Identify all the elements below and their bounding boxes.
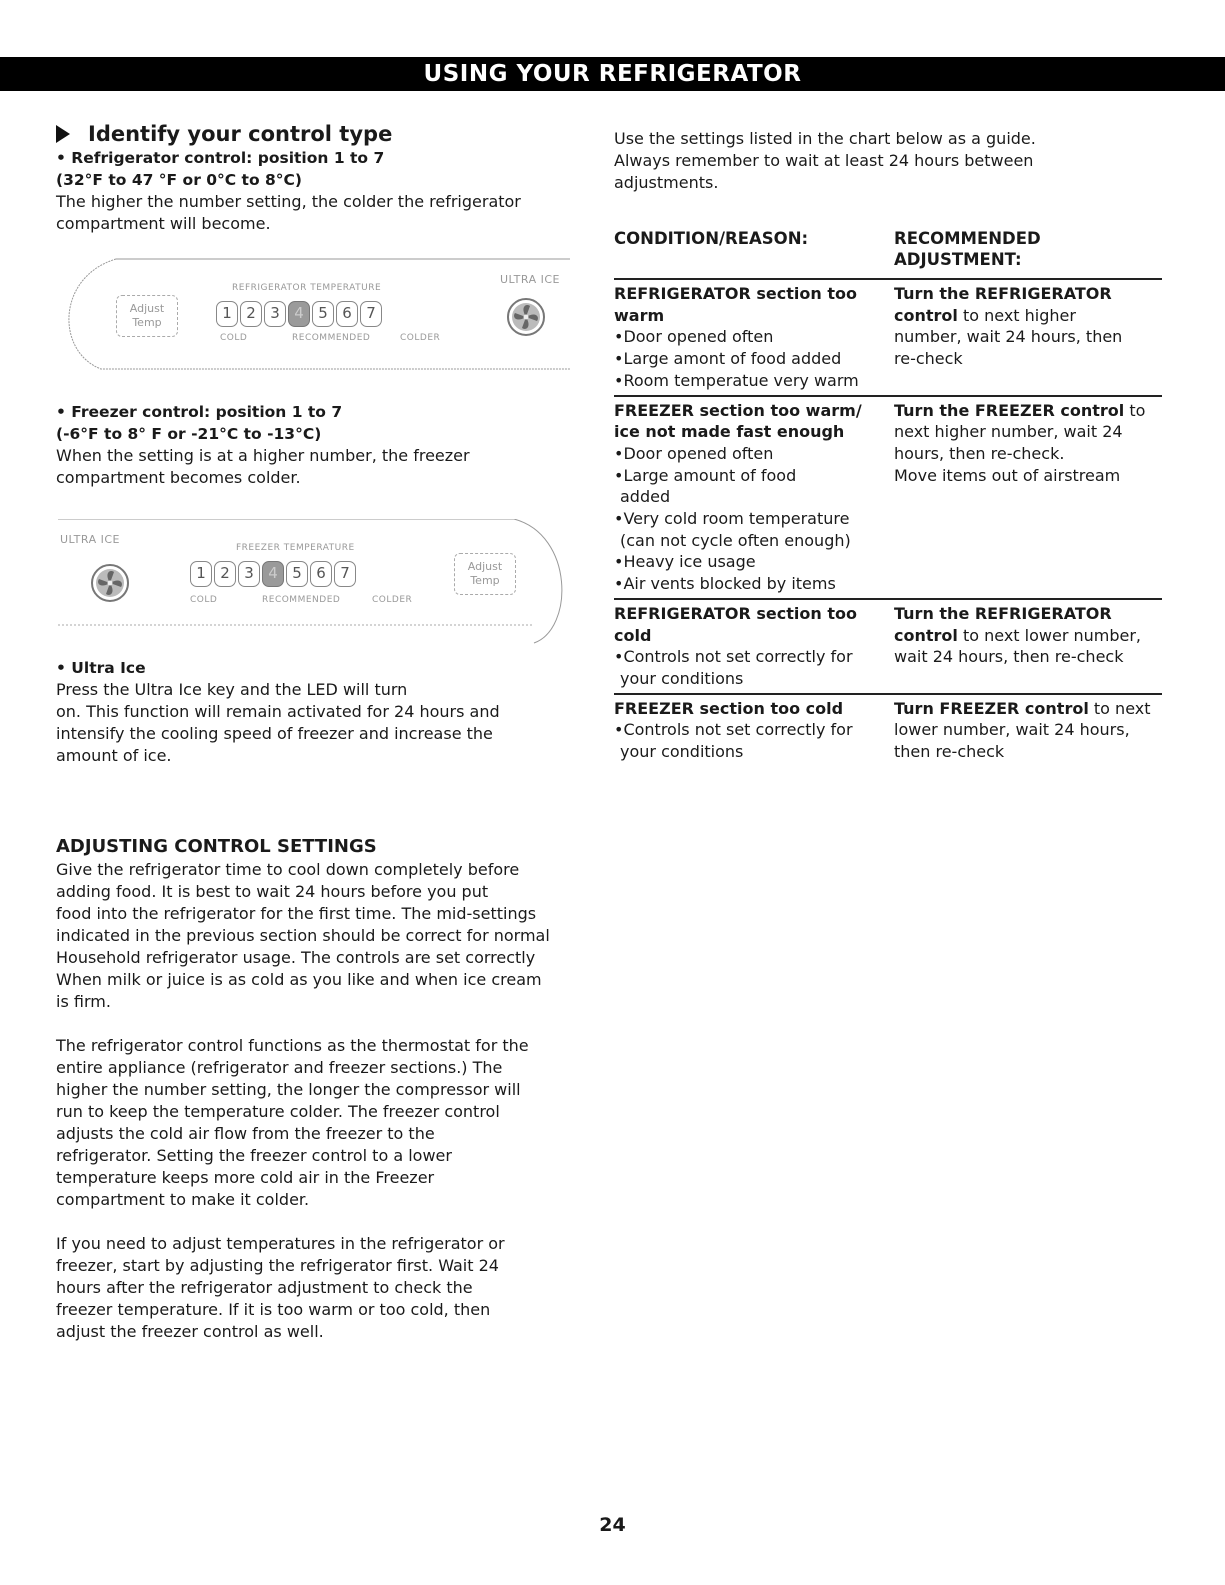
table-row	[614, 397, 1162, 600]
adjusting-p2-line: temperature keeps more cold air in the Freezer	[56, 1168, 435, 1187]
setting-6-button[interactable]: 6	[336, 301, 358, 327]
ultra-ice-heading: • Ultra Ice	[56, 659, 146, 677]
page-header: USING YOUR REFRIGERATOR	[0, 57, 1225, 91]
adjusting-p1-line: When milk or juice is as cold as you like and when ice cream	[56, 970, 542, 989]
adjusting-p3-line: freezer temperature. If it is too warm or too cold, then	[56, 1300, 491, 1319]
adjustment-bold: Turn FREEZER control	[894, 698, 1089, 718]
setting-3-button[interactable]: 3	[238, 561, 260, 587]
header-adjustment-line: RECOMMENDED	[894, 229, 1041, 248]
adjusting-p3-line: freezer, start by adjusting the refrigerator first. Wait 24	[56, 1256, 499, 1275]
freezer-temp-label: FREEZER TEMPERATURE	[236, 543, 355, 553]
adjustment-text: to	[1124, 400, 1146, 420]
condition-bullet: •Very cold room temperature	[614, 509, 850, 529]
ultra-ice-label: ULTRA ICE	[60, 533, 120, 546]
setting-7-button[interactable]: 7	[334, 561, 356, 587]
ultra-ice-line: amount of ice.	[56, 746, 172, 765]
guide-intro-line: adjustments.	[614, 173, 719, 192]
adjusting-p2-line: refrigerator. Setting the freezer control to a lower	[56, 1146, 452, 1165]
freezer-digit-row	[190, 561, 356, 587]
condition-title: cold	[614, 625, 652, 645]
freezer-control-heading: • Freezer control: position 1 to 7	[56, 403, 343, 421]
adjustment-bold: Turn the REFRIGERATOR	[894, 284, 1112, 303]
condition-title: REFRIGERATOR section too	[614, 284, 857, 303]
header-condition: CONDITION/REASON:	[614, 229, 809, 248]
adjusting-p2-line: higher the number setting, the longer the compressor will	[56, 1080, 521, 1099]
setting-2-button[interactable]: 2	[240, 301, 262, 327]
condition-bullet: your conditions	[620, 742, 744, 762]
adjustment-line: number, wait 24 hours, then	[894, 327, 1123, 347]
adjusting-p2-line: compartment to make it colder.	[56, 1190, 310, 1209]
condition-bullet: •Door opened often	[614, 327, 774, 347]
condition-cell	[614, 698, 894, 763]
table-row	[614, 280, 1162, 397]
adjusting-p1-line: Give the refrigerator time to cool down completely before	[56, 860, 520, 879]
adjusting-p1-line: food into the refrigerator for the first time. The mid-settings	[56, 904, 537, 923]
table-header	[614, 228, 1162, 280]
left-column	[56, 121, 596, 1343]
adjustment-bold: control	[894, 625, 958, 645]
adjustment-bold: Turn the FREEZER control	[894, 400, 1125, 420]
condition-cell	[614, 400, 894, 595]
condition-title: FREEZER section too warm/	[614, 400, 862, 420]
ultra-ice-label: ULTRA ICE	[500, 273, 560, 286]
adjustment-line: hours, then re-check.	[894, 443, 1065, 463]
adjusting-title: ADJUSTING CONTROL SETTINGS	[56, 836, 377, 857]
fridge-control-panel	[56, 257, 574, 373]
fridge-temp-label: REFRIGERATOR TEMPERATURE	[232, 283, 382, 293]
recommended-label: RECOMMENDED	[292, 333, 371, 343]
condition-bullet: •Controls not set correctly for	[614, 647, 853, 667]
setting-1-button[interactable]: 1	[216, 301, 238, 327]
adjustment-cell	[894, 698, 1162, 763]
condition-bullet: •Controls not set correctly for	[614, 720, 853, 740]
adjustment-line: Move items out of airstream	[894, 465, 1121, 485]
guide-intro-line: Use the settings listed in the chart below as a guide.	[614, 129, 1036, 148]
condition-title: REFRIGERATOR section too	[614, 603, 857, 623]
setting-4-button[interactable]: 4	[288, 301, 310, 327]
condition-bullet: •Heavy ice usage	[614, 552, 756, 572]
cold-label: COLD	[190, 595, 218, 605]
adjusting-p2-line: entire appliance (refrigerator and freezer sections.) The	[56, 1058, 503, 1077]
header-adjustment	[894, 228, 1162, 270]
adjusting-p1-line: Household refrigerator usage. The controls are set correctly	[56, 948, 536, 967]
adjusting-p1-line: adding food. It is best to wait 24 hours before you put	[56, 882, 489, 901]
fridge-desc-line: compartment will become.	[56, 214, 271, 233]
condition-title: FREEZER section too cold	[614, 698, 844, 718]
adjust-label: Adjust	[129, 302, 165, 315]
table-row	[614, 695, 1162, 766]
adjustment-line	[894, 305, 1162, 327]
condition-cell	[614, 283, 894, 392]
adjusting-p1-line: is firm.	[56, 992, 111, 1011]
condition-title: warm	[614, 305, 665, 325]
ultra-ice-line: intensify the cooling speed of freezer and increase the	[56, 724, 493, 743]
fridge-digit-row	[216, 301, 382, 327]
adjust-temp-button[interactable]	[116, 295, 178, 337]
recommended-label: RECOMMENDED	[262, 595, 341, 605]
condition-bullet: •Large amont of food added	[614, 349, 842, 369]
setting-5-button[interactable]: 5	[286, 561, 308, 587]
temp-label: Temp	[132, 316, 162, 329]
adjustment-line	[894, 625, 1162, 647]
fridge-control-heading: • Refrigerator control: position 1 to 7	[56, 149, 385, 167]
setting-2-button[interactable]: 2	[214, 561, 236, 587]
adjustment-bold: control	[894, 305, 958, 325]
ultra-ice-line: on. This function will remain activated for 24 hours and	[56, 702, 500, 721]
adjustment-text: to next	[1088, 698, 1151, 718]
adjustment-line: next higher number, wait 24	[894, 422, 1123, 442]
freezer-desc-line: compartment becomes colder.	[56, 468, 301, 487]
adjustment-cell	[894, 603, 1162, 690]
freezer-control-panel	[56, 519, 574, 647]
cold-label: COLD	[220, 333, 248, 343]
page-number: 24	[599, 1514, 626, 1536]
adjustment-line: wait 24 hours, then re-check	[894, 647, 1124, 667]
freezer-control-range: (-6°F to 8° F or -21°C to -13°C)	[56, 425, 322, 443]
ultra-ice-fan-icon[interactable]	[506, 297, 546, 337]
adjustment-cell	[894, 400, 1162, 595]
identify-title-text: Identify your control type	[88, 122, 393, 146]
condition-bullet: your conditions	[620, 668, 744, 688]
setting-4-button[interactable]: 4	[262, 561, 284, 587]
setting-7-button[interactable]: 7	[360, 301, 382, 327]
fridge-desc-line: The higher the number setting, the colder the refrigerator	[56, 192, 521, 211]
setting-1-button[interactable]: 1	[190, 561, 212, 587]
adjusting-p2-line: The refrigerator control functions as the thermostat for the	[56, 1036, 529, 1055]
adjustment-bold: Turn the REFRIGERATOR	[894, 603, 1112, 623]
condition-title: ice not made fast enough	[614, 422, 845, 442]
header-adjustment-line: ADJUSTMENT:	[894, 250, 1022, 269]
condition-bullet: •Large amount of food	[614, 465, 797, 485]
adjusting-p2-line: adjusts the cold air flow from the freezer to the	[56, 1124, 435, 1143]
table-row	[614, 600, 1162, 695]
adjustment-line: then re-check	[894, 742, 1005, 762]
adjustment-line: lower number, wait 24 hours,	[894, 720, 1130, 740]
colder-label: COLDER	[372, 595, 413, 605]
adjusting-p1-line: indicated in the previous section should be correct for normal	[56, 926, 550, 945]
condition-cell	[614, 603, 894, 690]
adjustment-text: to next higher	[957, 305, 1076, 325]
adjusting-p2-line: run to keep the temperature colder. The freezer control	[56, 1102, 500, 1121]
adjusting-p3-line: If you need to adjust temperatures in the refrigerator or	[56, 1234, 505, 1253]
freezer-desc-line: When the setting is at a higher number, the freezer	[56, 446, 470, 465]
play-arrow-icon	[56, 125, 70, 143]
setting-3-button[interactable]: 3	[264, 301, 286, 327]
adjustment-line	[894, 698, 1162, 720]
ultra-ice-line: Press the Ultra Ice key and the LED will turn	[56, 680, 408, 699]
adjusting-p3-line: adjust the freezer control as well.	[56, 1322, 324, 1341]
condition-bullet: •Door opened often	[614, 443, 774, 463]
adjustment-line: re-check	[894, 349, 963, 369]
condition-bullet: added	[620, 487, 671, 507]
condition-bullet: •Room temperatue very warm	[614, 370, 859, 390]
adjust-temp-button[interactable]	[454, 553, 516, 595]
adjustment-text: to next lower number,	[957, 625, 1142, 645]
setting-5-button[interactable]: 5	[312, 301, 334, 327]
condition-bullet: •Air vents blocked by items	[614, 574, 836, 594]
adjustment-cell	[894, 283, 1162, 392]
identify-title	[56, 121, 596, 147]
ultra-ice-fan-icon[interactable]	[90, 563, 130, 603]
fridge-control-range: (32°F to 47 °F or 0°C to 8°C)	[56, 171, 302, 189]
colder-label: COLDER	[400, 333, 441, 343]
right-column	[614, 128, 1162, 766]
adjustment-line	[894, 400, 1162, 422]
condition-bullet: (can not cycle often enough)	[620, 530, 851, 550]
temp-label: Temp	[470, 574, 500, 587]
adjust-label: Adjust	[467, 560, 503, 573]
adjustment-table	[614, 228, 1162, 766]
setting-6-button[interactable]: 6	[310, 561, 332, 587]
adjusting-p3-line: hours after the refrigerator adjustment to check the	[56, 1278, 473, 1297]
guide-intro-line: Always remember to wait at least 24 hours between	[614, 151, 1034, 170]
